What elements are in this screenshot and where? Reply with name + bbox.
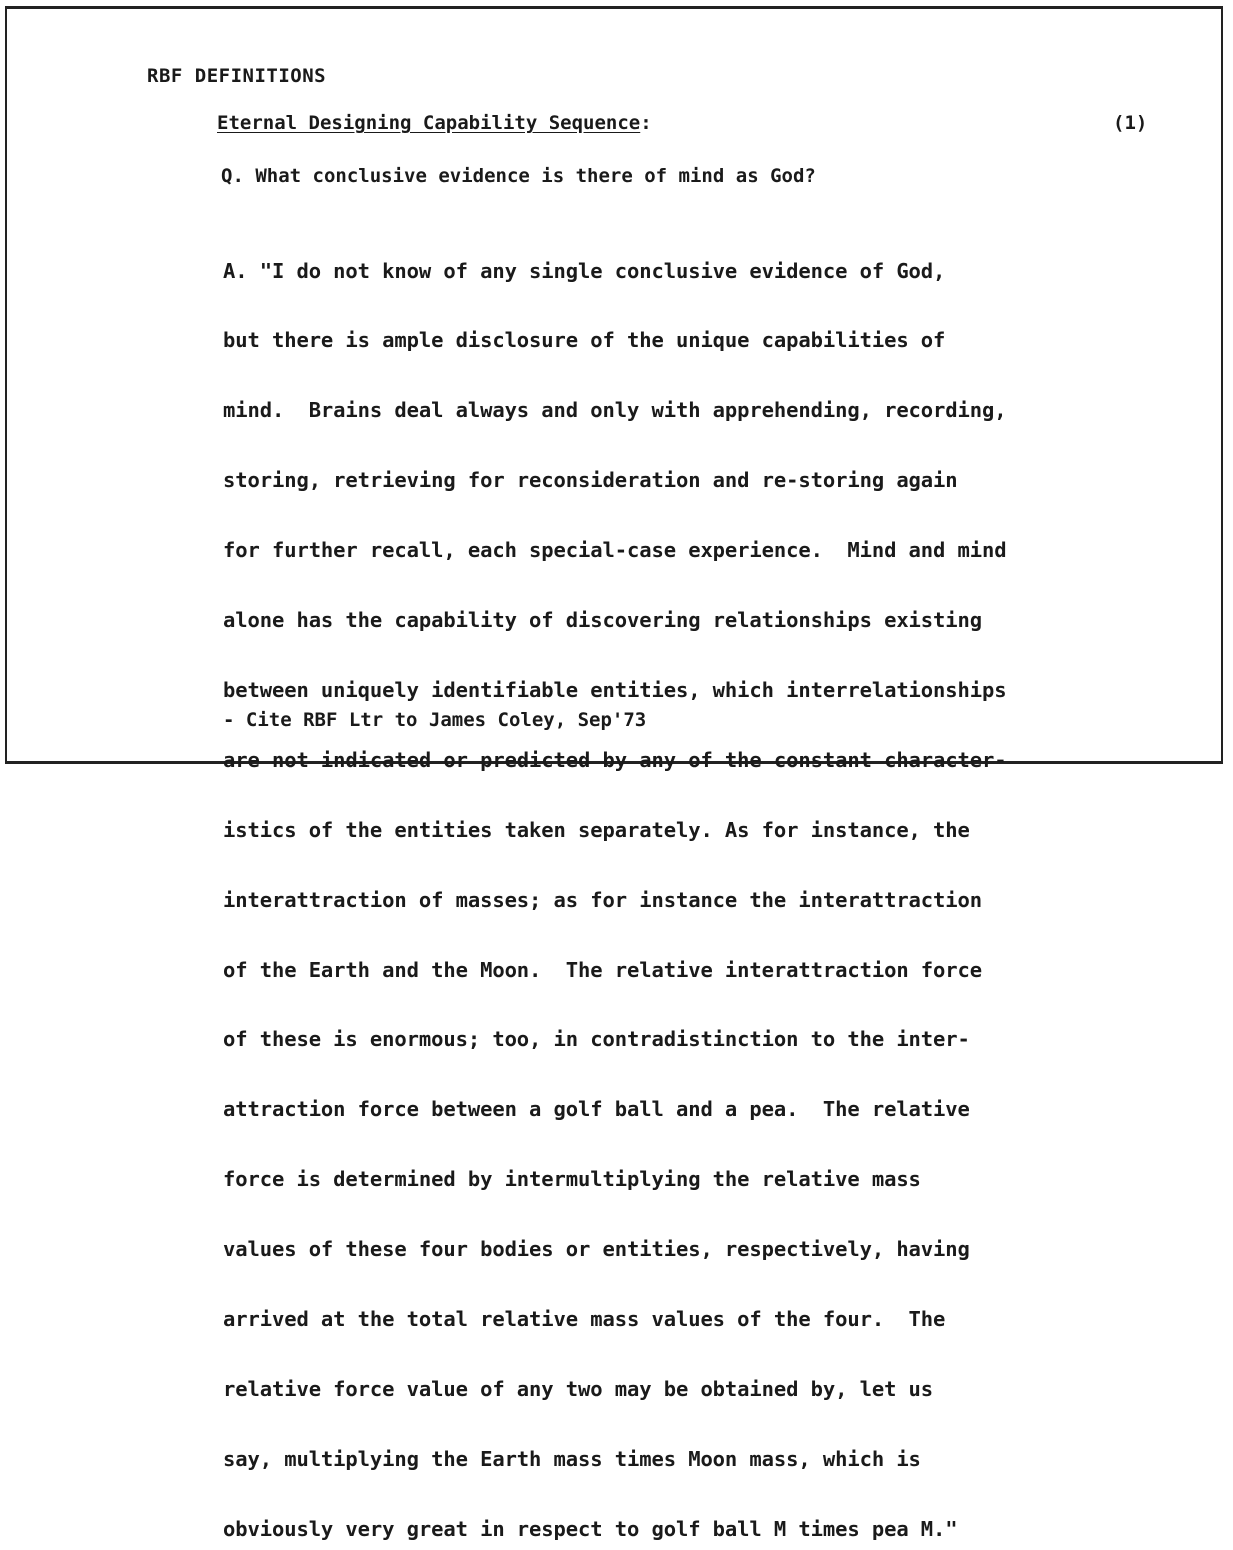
answer-line: between uniquely identifiable entities, which interrelationships: [223, 677, 1007, 702]
answer-line: obviously very great in respect to golf ball M times pea M.": [223, 1516, 958, 1541]
card-number: (1): [1113, 112, 1148, 134]
answer-line: force is determined by intermultiplying the relative mass: [223, 1167, 921, 1192]
answer-line: say, multiplying the Earth mass times Moon mass, which is: [223, 1446, 921, 1471]
document-heading: RBF DEFINITIONS: [147, 65, 327, 87]
answer-line: storing, retrieving for reconsideration and re-storing again: [223, 468, 958, 493]
answer-line: A. "I do not know of any single conclusive evidence of God,: [223, 258, 946, 283]
answer-line: arrived at the total relative mass values of the four. The: [223, 1306, 946, 1331]
question-text: Q. What conclusive evidence is there of mind as God?: [221, 165, 816, 187]
answer-line: of these is enormous; too, in contradistinction to the inter-: [223, 1027, 970, 1052]
index-card: [5, 6, 1223, 1541]
answer-line: of the Earth and the Moon. The relative interattraction force: [223, 957, 983, 982]
citation: - Cite RBF Ltr to James Coley, Sep'73: [223, 709, 647, 731]
answer-line: alone has the capability of discovering relationships existing: [223, 608, 983, 633]
answer-line: are not indicated or predicted by any of the constant character-: [223, 747, 1007, 772]
definition-term: [217, 112, 652, 134]
answer-line: istics of the entities taken separately. As for instance, the: [223, 817, 970, 842]
answer-line: mind. Brains deal always and only with apprehending, recording,: [223, 398, 1007, 423]
answer-block: [223, 213, 1223, 1550]
answer-line: but there is ample disclosure of the unique capabilities of: [223, 328, 946, 353]
answer-line: relative force value of any two may be obtained by, let us: [223, 1376, 934, 1401]
term-colon: :: [640, 112, 652, 134]
answer-line: values of these four bodies or entities, respectively, having: [223, 1237, 970, 1262]
answer-line: attraction force between a golf ball and a pea. The relative: [223, 1097, 970, 1122]
answer-line: for further recall, each special-case experience. Mind and mind: [223, 538, 1007, 563]
answer-line: interattraction of masses; as for instance the interattraction: [223, 887, 983, 912]
term-title: Eternal Designing Capability Sequence: [217, 112, 641, 134]
